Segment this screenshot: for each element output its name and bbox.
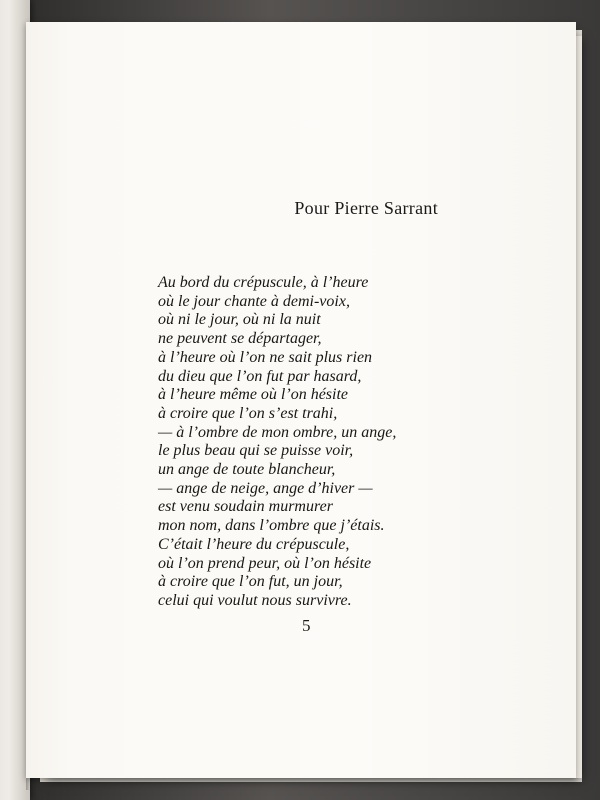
poem-line: Au bord du crépuscule, à l’heure	[158, 274, 369, 291]
poem-line: celui qui voulut nous survivre.	[158, 591, 352, 609]
poem-line: à l’heure même où l’on hésite	[158, 386, 349, 404]
poem-line: où ni le jour, où ni la nuit	[158, 311, 321, 329]
poem-line: à croire que l’on fut, un jour,	[158, 573, 343, 591]
poem-body	[158, 274, 396, 611]
poem-line: où l’on prend peur, où l’on hésite	[158, 554, 372, 572]
dedication-title: Pour Pierre Sarrant	[294, 198, 438, 218]
poem-line: où le jour chante à demi-voix,	[158, 292, 350, 310]
poem-line: du dieu que l’on fut par hasard,	[158, 367, 362, 385]
poem-line: le plus beau qui se puisse voir,	[158, 442, 354, 460]
poem-line: — ange de neige, ange d’hiver —	[158, 479, 373, 497]
poem-line: ne peuvent se départager,	[158, 330, 322, 348]
poem-line: mon nom, dans l’ombre que j’étais.	[158, 517, 385, 535]
page-number: 5	[302, 616, 311, 635]
poem-line: — à l’ombre de mon ombre, un ange,	[158, 423, 397, 441]
book-page	[26, 22, 576, 778]
poem-line: C’était l’heure du crépuscule,	[158, 535, 350, 553]
poem-line: à l’heure où l’on ne sait plus rien	[158, 348, 373, 366]
poem-line: à croire que l’on s’est trahi,	[158, 404, 338, 422]
poem-line: un ange de toute blancheur,	[158, 461, 336, 479]
poem-line: est venu soudain murmurer	[158, 498, 333, 516]
